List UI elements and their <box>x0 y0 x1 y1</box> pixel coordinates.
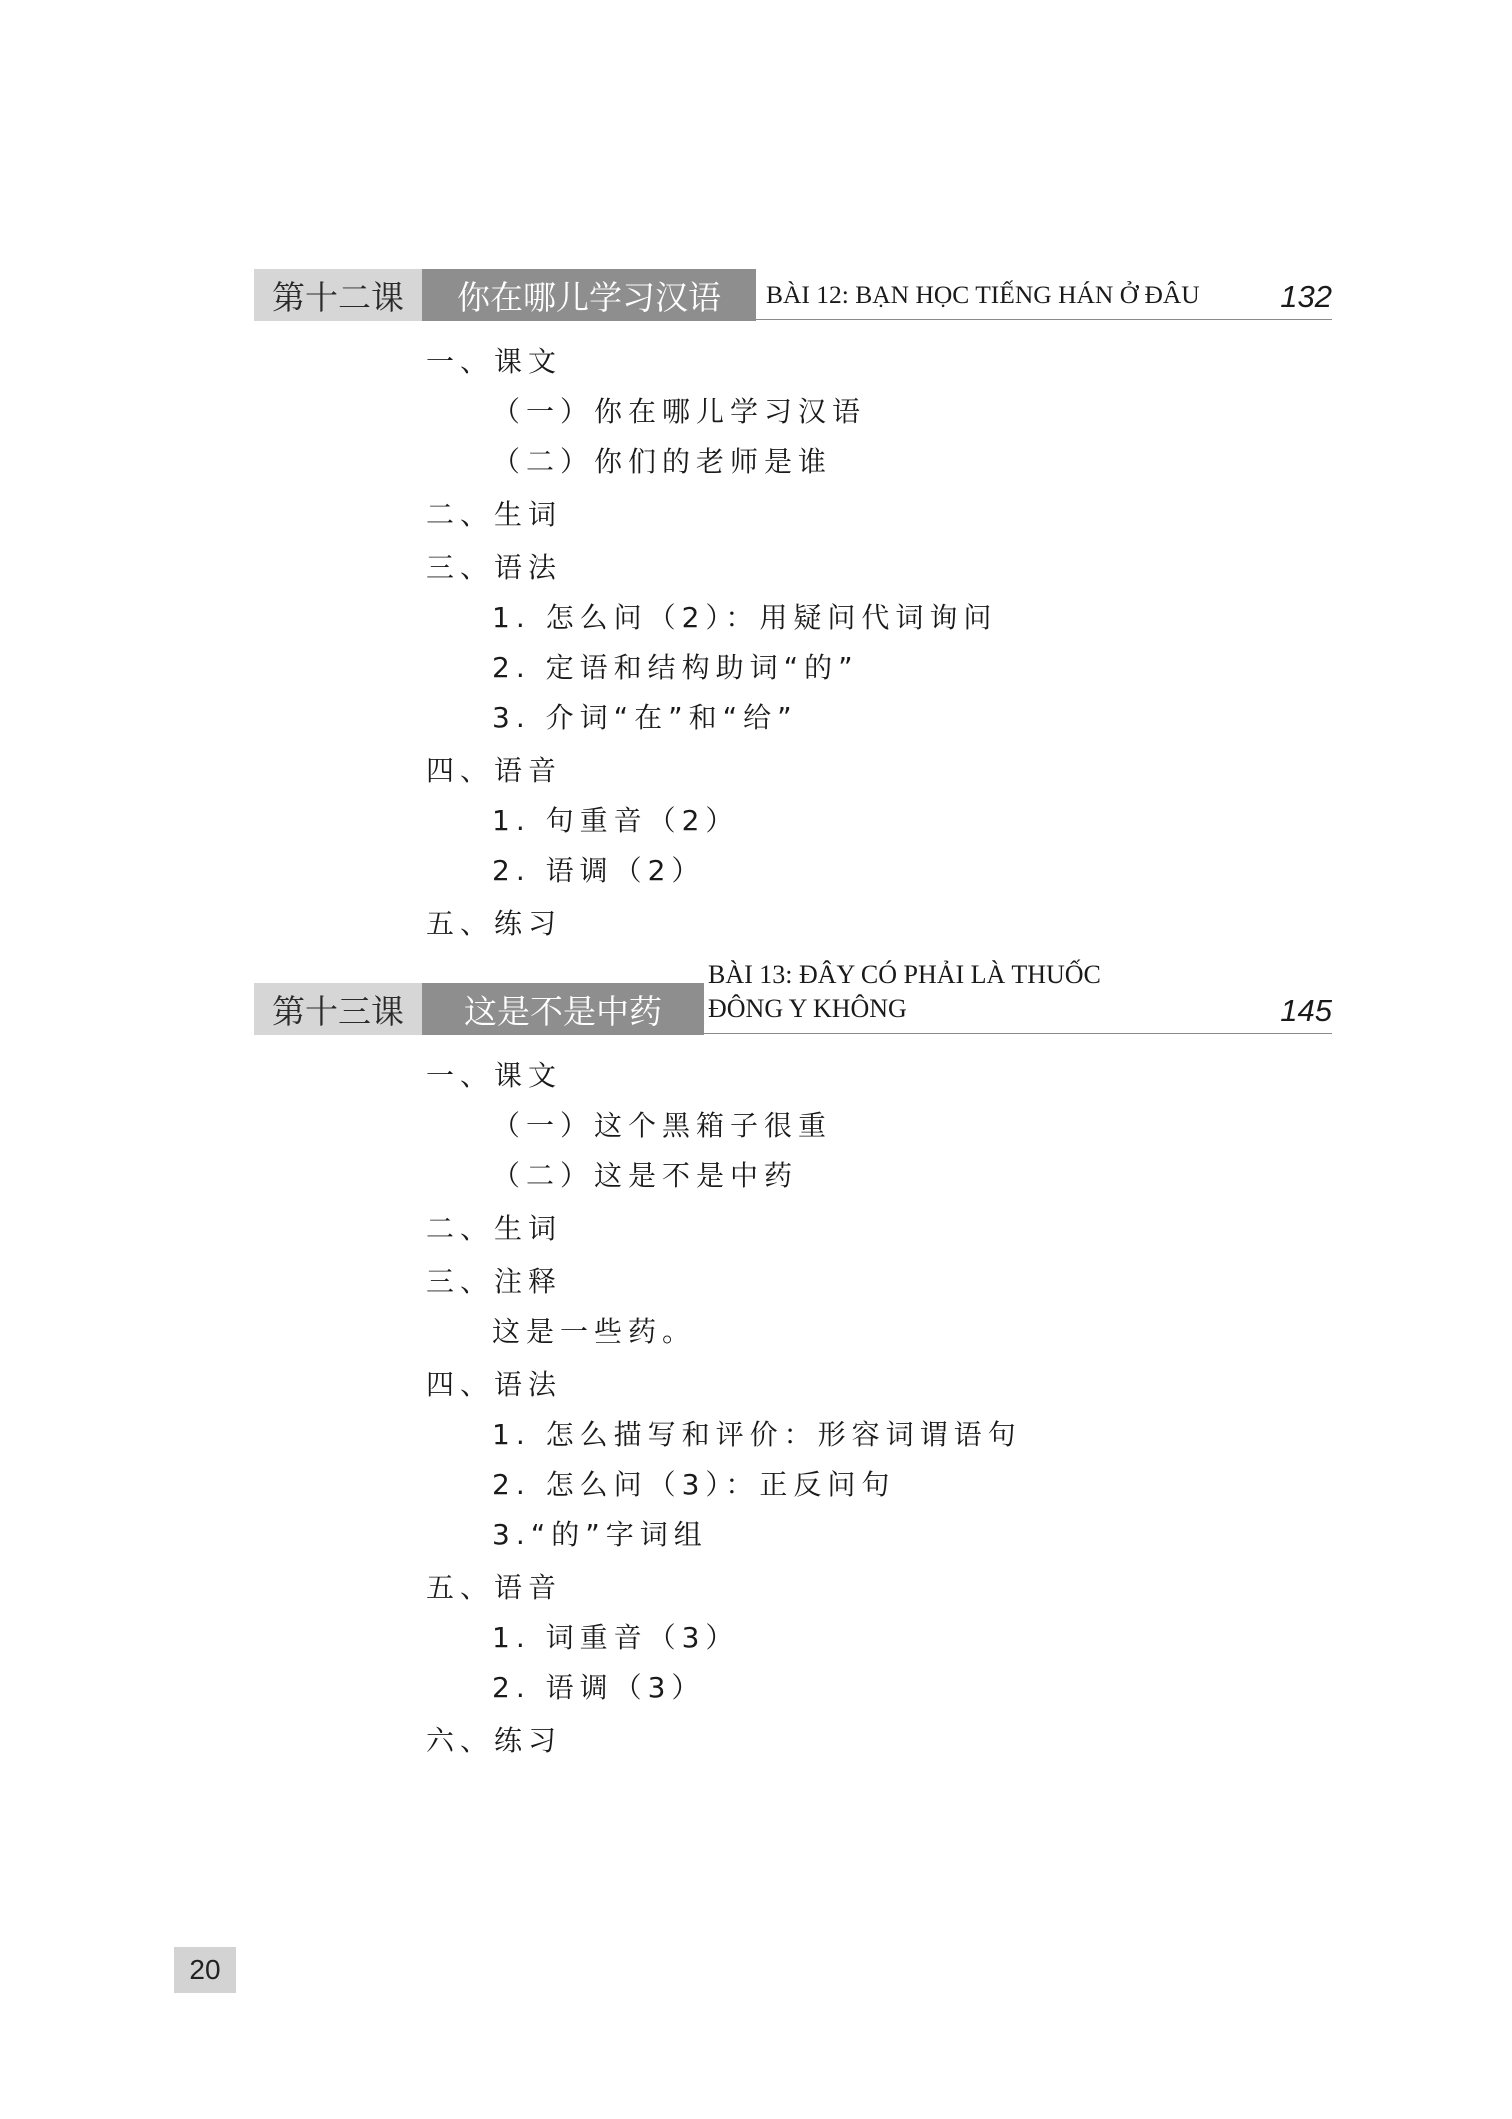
contents-subsection-item: 这是一些药。 <box>492 1315 697 1348</box>
lesson-page-reference: 132 <box>1280 279 1332 314</box>
lesson-title-chinese: 你在哪儿学习汉语 <box>422 269 756 321</box>
contents-subsection-item: 2. 语调（2） <box>492 854 706 887</box>
contents-section-item: 三、语法 <box>426 551 563 584</box>
contents-section-item: 四、语法 <box>426 1368 563 1401</box>
contents-subsection-item: 1. 词重音（3） <box>492 1621 740 1654</box>
lesson-title-chinese: 这是不是中药 <box>422 983 704 1035</box>
contents-section-item: 一、课文 <box>426 345 563 378</box>
page-number: 20 <box>174 1947 236 1993</box>
lesson-contents-list <box>254 337 1332 949</box>
contents-subsection-item: 3. 介词“在”和“给” <box>492 701 798 734</box>
lesson-12-section <box>254 269 1332 949</box>
lesson-title-vietnamese-line: ĐÔNG Y KHÔNG <box>708 994 907 1023</box>
header-rule <box>704 1033 1332 1034</box>
contents-section-item: 六、练习 <box>426 1724 563 1757</box>
lesson-number-label: 第十二课 <box>254 269 422 321</box>
contents-section-item: 二、生词 <box>426 1212 563 1245</box>
lesson-contents-list <box>254 1051 1332 1766</box>
lesson-header <box>254 960 1332 1035</box>
contents-subsection-item: （二）这是不是中药 <box>492 1159 799 1192</box>
contents-section-item: 四、语音 <box>426 754 563 787</box>
header-rule <box>756 319 1332 320</box>
contents-section-item: 五、语音 <box>426 1571 563 1604</box>
contents-subsection-item: 1. 怎么问（2）：用疑问代词询问 <box>492 601 998 634</box>
lesson-title-vietnamese-line: BÀI 13: ĐÂY CÓ PHẢI LÀ THUỐC <box>708 960 1101 989</box>
contents-subsection-item: 3.“的”字词组 <box>492 1518 708 1551</box>
contents-subsection-item: （一）这个黑箱子很重 <box>492 1109 833 1142</box>
contents-subsection-item: 2. 怎么问（3）：正反问句 <box>492 1468 896 1501</box>
lesson-title-vietnamese-line: BÀI 12: BẠN HỌC TIẾNG HÁN Ở ĐÂU <box>766 280 1200 309</box>
lesson-title-vietnamese <box>766 278 1200 312</box>
contents-section-item: 一、课文 <box>426 1059 563 1092</box>
contents-section-item: 二、生词 <box>426 498 563 531</box>
lesson-13-section <box>254 960 1332 1766</box>
contents-subsection-item: （二）你们的老师是谁 <box>492 445 833 478</box>
lesson-title-vietnamese <box>708 958 1101 1026</box>
lesson-header <box>254 269 1332 321</box>
contents-subsection-item: 2. 语调（3） <box>492 1671 706 1704</box>
contents-subsection-item: （一）你在哪儿学习汉语 <box>492 395 867 428</box>
lesson-page-reference: 145 <box>1280 993 1332 1028</box>
contents-section-item: 五、练习 <box>426 907 563 940</box>
contents-subsection-item: 2. 定语和结构助词“的” <box>492 651 859 684</box>
contents-subsection-item: 1. 怎么描写和评价：形容词谓语句 <box>492 1418 1022 1451</box>
lesson-number-label: 第十三课 <box>254 983 422 1035</box>
contents-subsection-item: 1. 句重音（2） <box>492 804 740 837</box>
contents-section-item: 三、注释 <box>426 1265 563 1298</box>
